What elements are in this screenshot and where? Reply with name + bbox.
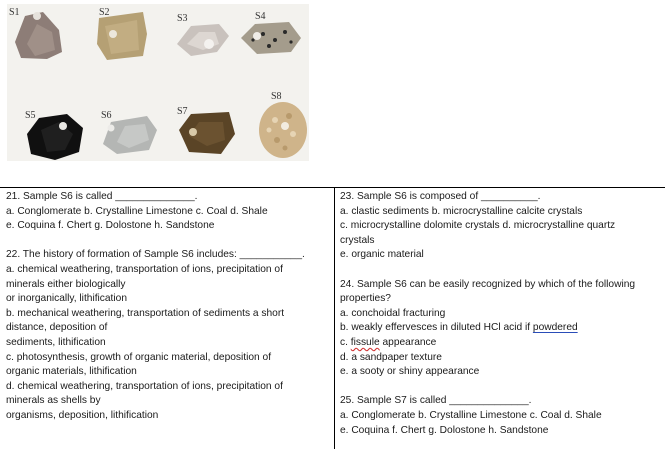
- table-top-border: [0, 187, 665, 188]
- sample-label-s6: S6: [101, 110, 112, 121]
- question-23: [340, 190, 660, 263]
- q25-option-line: a. Conglomerate b. Crystalline Limestone c. Coal d. Shale: [340, 409, 602, 421]
- question-24: [340, 278, 660, 380]
- rock-s8: [259, 102, 307, 158]
- q21-option-line: e. Coquina f. Chert g. Dolostone h. Sandstone: [6, 220, 215, 232]
- q24-option-d: d. a sandpaper texture: [340, 351, 442, 363]
- fissule-word: fissule: [350, 336, 380, 348]
- q22-line: sediments, lithification: [6, 336, 106, 348]
- right-question-column: [340, 190, 660, 438]
- q22-line: b. mechanical weathering, transportation of sediments a short: [6, 307, 285, 319]
- q22-line: or inorganically, lithification: [6, 293, 127, 305]
- left-question-column: [6, 190, 328, 424]
- powdered-word: powdered: [532, 322, 578, 334]
- q22-line: c. photosynthesis, growth of organic material, deposition of: [6, 351, 272, 363]
- q24-prompt-cont: properties?: [340, 293, 391, 305]
- sample-label-s4: S4: [255, 11, 266, 22]
- sample-label-s8: S8: [271, 91, 282, 102]
- column-divider: [334, 187, 335, 449]
- q22-line: distance, deposition of: [6, 322, 108, 334]
- q23-prompt: 23. Sample S6 is composed of __________.: [340, 191, 541, 202]
- question-21: [6, 190, 328, 234]
- sample-label-s2: S2: [99, 7, 110, 18]
- question-25: [340, 394, 660, 438]
- q22-line: a. chemical weathering, transportation of ions, precipitation of: [6, 263, 283, 275]
- q25-prompt: 25. Sample S7 is called ______________.: [340, 395, 532, 407]
- sample-label-s7: S7: [177, 106, 188, 117]
- q24-option-a: a. conchoidal fracturing: [340, 307, 446, 319]
- q24-prompt: 24. Sample S6 can be easily recognized by which of the following: [340, 278, 636, 290]
- q25-option-line: e. Coquina f. Chert g. Dolostone h. Sandstone: [340, 424, 549, 436]
- q24-option-e: e. a sooty or shiny appearance: [340, 366, 480, 378]
- q24-option-c-rest: appearance: [379, 336, 437, 348]
- q23-line: e. organic material: [340, 249, 424, 261]
- q22-line: organisms, deposition, lithification: [6, 409, 159, 421]
- q24-option-b-text: b. weakly effervesces in diluted HCl acid if: [340, 322, 533, 334]
- sample-label-s1: S1: [9, 7, 20, 18]
- q23-line: crystals: [340, 234, 375, 246]
- q21-prompt: 21. Sample S6 is called ______________.: [6, 191, 198, 202]
- q21-option-line: a. Conglomerate b. Crystalline Limestone c. Coal d. Shale: [6, 205, 268, 217]
- q22-line: minerals either biologically: [6, 278, 126, 290]
- rock-samples-photo: [7, 4, 309, 161]
- q24-option-b: [340, 321, 660, 336]
- q22-line: minerals as shells by: [6, 395, 101, 407]
- q24-option-c-prefix: c.: [340, 336, 351, 348]
- sample-label-s3: S3: [177, 13, 188, 24]
- q22-line: organic materials, lithification: [6, 366, 137, 378]
- q22-line: d. chemical weathering, transportation of ions, precipitation of: [6, 380, 283, 392]
- question-22: [6, 248, 328, 423]
- sample-label-s5: S5: [25, 110, 36, 121]
- q24-option-c: [340, 336, 660, 351]
- q23-line: c. microcrystalline dolomite crystals d. microcrystalline quartz: [340, 220, 616, 232]
- q23-line: a. clastic sediments b. microcrystalline calcite crystals: [340, 205, 583, 217]
- q22-prompt: 22. The history of formation of Sample S6 includes: ___________.: [6, 249, 305, 261]
